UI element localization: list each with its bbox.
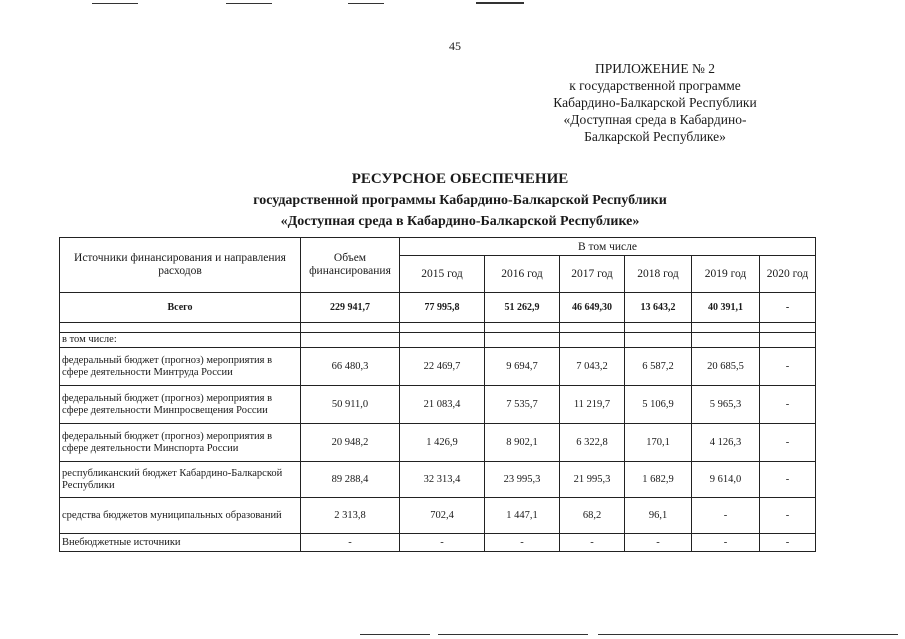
row-value: 7 043,2 [560,348,625,386]
row-value: - [760,424,816,462]
row-value: 20 685,5 [692,348,760,386]
row-value: 4 126,3 [692,424,760,462]
row-value: 5 965,3 [692,386,760,424]
row-value: - [760,534,816,552]
title-line: «Доступная среда в Кабардино-Балкарской Республике» [280,214,640,229]
row-value: 40 391,1 [692,293,760,323]
row-volume: 20 948,2 [301,424,400,462]
scan-artifact-line [360,634,430,635]
resource-table [59,237,816,552]
row-value: - [760,386,816,424]
table-row-spacer [60,323,816,333]
appendix-line: ПРИЛОЖЕНИЕ № 2 [594,61,716,76]
row-value: - [760,462,816,498]
page-number: 45 [449,39,461,53]
row-value: 96,1 [625,498,692,534]
table-row [60,386,816,424]
row-value: 1 447,1 [485,498,560,534]
row-value: 6 587,2 [625,348,692,386]
row-volume: 2 313,8 [301,498,400,534]
row-label: республиканский бюджет Кабардино-Балкарской Республики [60,462,301,498]
header-year: 2017 год [560,256,625,293]
row-value: - [760,348,816,386]
row-value: 8 902,1 [485,424,560,462]
row-value: 21 995,3 [560,462,625,498]
row-value: - [760,498,816,534]
row-label: федеральный бюджет (прогноз) мероприятия в сфере деятельности Минспорта России [60,424,301,462]
scan-artifact-line [226,3,272,4]
row-value: 21 083,4 [400,386,485,424]
row-value: 13 643,2 [625,293,692,323]
title-line: РЕСУРСНОЕ ОБЕСПЕЧЕНИЕ [351,171,569,187]
row-label: Внебюджетные источники [60,534,301,552]
header-group: В том числе [400,238,816,256]
row-volume: 50 911,0 [301,386,400,424]
row-value: 32 313,4 [400,462,485,498]
scan-artifact-line [438,634,588,635]
row-value: - [485,534,560,552]
row-value: 68,2 [560,498,625,534]
appendix-line: к государственной программе [569,78,741,93]
row-value: 9 614,0 [692,462,760,498]
row-value: 23 995,3 [485,462,560,498]
row-value: 7 535,7 [485,386,560,424]
row-value: 46 649,30 [560,293,625,323]
scan-artifact-line [476,2,524,4]
header-year: 2015 год [400,256,485,293]
scan-artifact-line [348,3,384,4]
row-label: федеральный бюджет (прогноз) мероприятия в сфере деятельности Минпросвещения России [60,386,301,424]
row-value: 77 995,8 [400,293,485,323]
document-title [180,169,740,232]
table-row [60,534,816,552]
row-value: - [760,293,816,323]
header-year: 2019 год [692,256,760,293]
row-value: 1 682,9 [625,462,692,498]
row-value: - [560,534,625,552]
row-volume: - [301,534,400,552]
row-value: - [692,498,760,534]
row-value: 11 219,7 [560,386,625,424]
title-line: государственной программы Кабардино-Балкарской Республики [253,193,667,208]
appendix-heading [530,60,780,145]
table-row [60,348,816,386]
row-label: федеральный бюджет (прогноз) мероприятия в сфере деятельности Минтруда России [60,348,301,386]
table-row-total [60,293,816,323]
appendix-line: Балкарской Республике» [584,129,726,144]
row-value: - [692,534,760,552]
appendix-line: Кабардино-Балкарской Республики [553,95,757,110]
scan-artifact-line [598,634,898,635]
row-value: 170,1 [625,424,692,462]
row-label: средства бюджетов муниципальных образований [60,498,301,534]
table-row-subheading [60,333,816,348]
row-value: 6 322,8 [560,424,625,462]
appendix-line: «Доступная среда в Кабардино- [563,112,747,127]
row-value: - [625,534,692,552]
row-label: в том числе: [60,333,301,348]
header-year: 2020 год [760,256,816,293]
header-year: 2016 год [485,256,560,293]
row-volume: 66 480,3 [301,348,400,386]
scan-artifact-line [92,3,138,4]
row-value: 1 426,9 [400,424,485,462]
row-volume: 229 941,7 [301,293,400,323]
row-label: Всего [60,293,301,323]
row-value: - [400,534,485,552]
row-value: 5 106,9 [625,386,692,424]
header-year: 2018 год [625,256,692,293]
row-value: 9 694,7 [485,348,560,386]
row-value: 51 262,9 [485,293,560,323]
table-row [60,424,816,462]
row-value: 22 469,7 [400,348,485,386]
table-row [60,498,816,534]
table-row [60,462,816,498]
header-source: Источники финансирования и направления расходов [60,238,301,293]
row-volume: 89 288,4 [301,462,400,498]
row-value: 702,4 [400,498,485,534]
header-volume: Объем финансирования [301,238,400,293]
